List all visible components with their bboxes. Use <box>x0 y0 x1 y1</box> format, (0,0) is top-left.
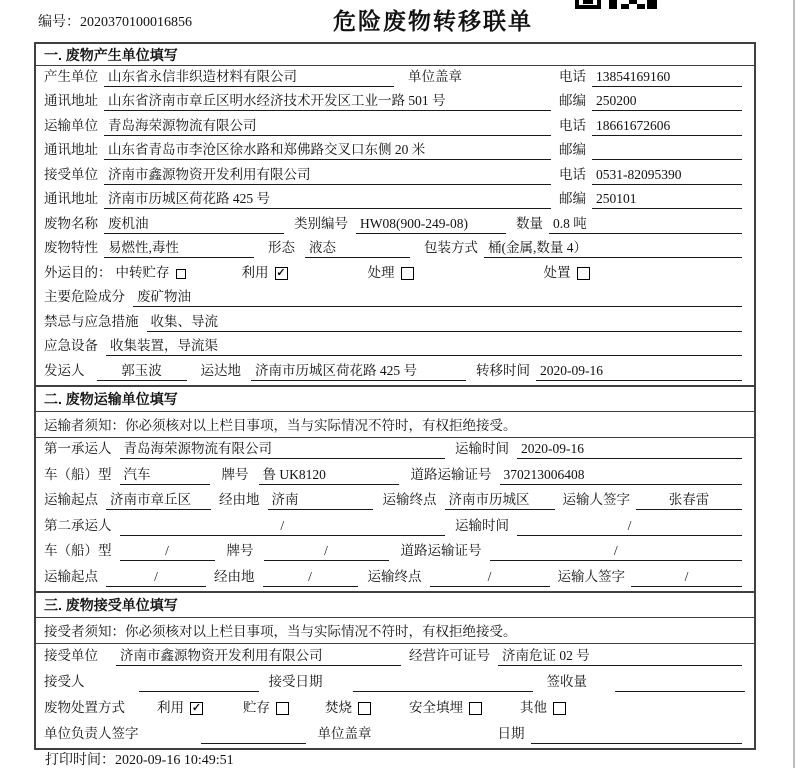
first-vehicle-type-field: 汽车 <box>120 463 210 485</box>
row-second-route <box>36 565 754 591</box>
second-vehicle-type-label: 车（船）型 <box>44 543 112 558</box>
receiver-zip-label: 邮编 <box>559 191 586 206</box>
first-permit-field: 370213006408 <box>500 467 743 485</box>
page-title: 危险废物转移联单 <box>333 8 533 34</box>
purpose-storage-label: 中转贮存 <box>115 264 170 280</box>
purpose-reuse-label: 利用 <box>241 264 269 280</box>
second-route-sign-label: 运输人签字 <box>557 568 625 584</box>
second-carrier-field: / <box>120 518 446 536</box>
row-taboo-measures <box>36 311 754 336</box>
transfer-time-field: 2020-09-16 <box>536 363 742 381</box>
row-dispatcher <box>36 360 754 385</box>
section3-header: 三. 废物接受单位填写 <box>36 591 754 618</box>
first-plate-field: 鲁 UK8120 <box>259 463 399 485</box>
sign-date-label: 日期 <box>497 725 525 741</box>
receiver-label: 接受单位 <box>44 166 98 182</box>
document-number-value: 2020370100016856 <box>80 15 192 30</box>
waste-qty-label: 数量 <box>516 215 543 231</box>
first-permit-label: 道路运输证号 <box>410 466 492 482</box>
first-route-via-label: 经由地 <box>219 492 260 507</box>
second-transport-time-field: / <box>517 518 742 536</box>
receipt-qty-field <box>615 690 745 692</box>
receipt-qty-label: 签收量 <box>546 673 587 689</box>
second-permit-field: / <box>490 543 743 561</box>
purpose-dispose-checkbox <box>577 267 590 280</box>
carrier-name-field: 青岛海荣源物流有限公司 <box>104 114 551 136</box>
producer-phone-field: 13854169160 <box>592 69 742 87</box>
transfer-purpose-label: 外运目的： <box>44 264 112 280</box>
hazard-component-field: 废矿物油 <box>133 285 742 307</box>
receiver-zip-field: 250101 <box>592 191 742 209</box>
first-route-end-label: 运输终点 <box>382 492 437 507</box>
second-plate-label: 牌号 <box>226 543 254 558</box>
second-route-via-field: / <box>263 569 358 587</box>
accept-person-label: 接受人 <box>44 673 85 689</box>
license-label: 经营许可证号 <box>409 647 490 663</box>
producer-address-label: 通讯地址 <box>44 93 98 108</box>
first-route-sign-label: 运输人签字 <box>562 492 630 507</box>
first-carrier-field: 青岛海荣源物流有限公司 <box>120 437 446 459</box>
producer-zip-field: 250200 <box>592 93 742 111</box>
carrier-zip-label: 邮编 <box>559 142 586 157</box>
carrier-phone-label: 电话 <box>559 117 586 133</box>
carrier-address-label: 通讯地址 <box>44 142 98 157</box>
disposal-other-checkbox <box>553 702 566 715</box>
disposal-burn-checkbox <box>358 702 371 715</box>
row-second-vehicle <box>36 540 754 566</box>
row-accept-unit <box>36 644 754 670</box>
section2 <box>36 385 754 591</box>
row-producer-address <box>36 91 754 116</box>
second-carrier-label: 第二承运人 <box>44 517 112 533</box>
producer-seal-label: 单位盖章 <box>408 68 462 84</box>
row-waste-character <box>36 238 754 263</box>
row-accept-person <box>36 670 754 696</box>
receiver-phone-field: 0531-82095390 <box>592 167 742 185</box>
row-disposal-method <box>36 696 754 722</box>
carrier-address-field: 山东省青岛市李沧区徐水路和郑佛路交叉口东侧 20 米 <box>104 138 551 160</box>
disposal-reuse-label: 利用 <box>157 699 184 715</box>
taboo-measures-label: 禁忌与应急措施 <box>44 313 139 329</box>
hazard-component-label: 主要危险成分 <box>44 289 125 304</box>
emergency-equipment-label: 应急设备 <box>44 338 98 353</box>
carrier-phone-field: 18661672606 <box>592 118 742 136</box>
emergency-equipment-field: 收集装置，导流渠 <box>106 334 742 356</box>
row-second-carrier <box>36 514 754 540</box>
accept-person-field <box>139 690 259 692</box>
row-producer <box>36 66 754 91</box>
first-vehicle-type-label: 车（船）型 <box>44 466 112 482</box>
waste-pack-field: 桶(金属,数量 4） <box>484 236 742 258</box>
accept-date-label: 接受日期 <box>268 673 323 689</box>
second-route-sign-field: / <box>631 569 742 587</box>
waste-form-label: 形态 <box>268 240 295 255</box>
row-transfer-purpose <box>36 262 754 287</box>
dispatcher-label: 发运人 <box>44 362 85 378</box>
disposal-storage-checkbox <box>276 702 289 715</box>
waste-character-field: 易燃性,毒性 <box>104 236 254 258</box>
disposal-burn-label: 焚烧 <box>325 699 352 715</box>
row-first-vehicle <box>36 463 754 489</box>
unit-seal-label: 单位盖章 <box>317 725 372 741</box>
producer-address-field: 山东省济南市章丘区明水经济技术开发区工业一路 501 号 <box>104 89 551 111</box>
receiver-notice: 接受者须知：你必须核对以上栏目事项，当与实际情况不符时，有权拒绝接受。 <box>36 618 754 644</box>
row-waste-name <box>36 213 754 238</box>
waste-pack-label: 包装方式 <box>424 240 478 255</box>
waste-character-label: 废物特性 <box>44 240 98 255</box>
license-field: 济南危证 02 号 <box>498 644 742 666</box>
disposal-other-label: 其他 <box>520 699 547 715</box>
receiver-address-field: 济南市历城区荷花路 425 号 <box>104 187 551 209</box>
accept-unit-label: 接受单位 <box>44 647 98 663</box>
dispatcher-name-field: 郭玉波 <box>97 359 187 381</box>
destination-label: 运达地 <box>200 362 241 378</box>
second-permit-label: 道路运输证号 <box>400 543 482 558</box>
accept-unit-field: 济南市鑫源物资开发利用有限公司 <box>116 644 401 666</box>
producer-zip-label: 邮编 <box>559 93 586 108</box>
receiver-phone-label: 电话 <box>559 166 586 182</box>
producer-label: 产生单位 <box>44 68 98 84</box>
second-vehicle-type-field: / <box>120 543 215 561</box>
destination-field: 济南市历城区荷花路 425 号 <box>251 359 466 381</box>
waste-code-label: 类别编号 <box>294 215 348 231</box>
first-carrier-label: 第一承运人 <box>44 441 112 456</box>
waste-form-field: 液态 <box>305 236 410 258</box>
taboo-measures-field: 收集、导流 <box>147 310 743 332</box>
row-first-carrier <box>36 438 754 464</box>
second-route-start-field: / <box>106 569 206 587</box>
producer-name-field: 山东省永信非织造材料有限公司 <box>104 65 394 87</box>
sign-date-field <box>531 742 743 744</box>
second-route-start-label: 运输起点 <box>44 568 98 584</box>
first-route-start-label: 运输起点 <box>44 492 98 507</box>
first-route-sign-field: 张春雷 <box>636 488 742 510</box>
section3 <box>36 591 754 748</box>
carrier-zip-field <box>592 158 742 160</box>
row-hazard-component <box>36 287 754 312</box>
row-receiver <box>36 164 754 189</box>
second-route-via-label: 经由地 <box>214 568 255 584</box>
first-route-start-field: 济南市章丘区 <box>106 488 211 510</box>
disposal-landfill-label: 安全填埋 <box>409 699 463 715</box>
carrier-label: 运输单位 <box>44 117 98 133</box>
row-responsible-sign <box>36 722 754 748</box>
purpose-treat-checkbox <box>401 267 414 280</box>
transfer-time-label: 转移时间 <box>476 362 530 378</box>
section2-header: 二. 废物运输单位填写 <box>36 385 754 412</box>
document-number-label: 编号： <box>38 15 80 30</box>
waste-name-label: 废物名称 <box>44 215 98 231</box>
waste-qty-field: 0.8 吨 <box>549 212 742 234</box>
row-receiver-address <box>36 189 754 214</box>
row-first-route <box>36 489 754 515</box>
section1-header: 一. 废物产生单位填写 <box>36 44 754 66</box>
disposal-reuse-checkbox-checked: ✓ <box>191 701 202 714</box>
disposal-landfill-checkbox <box>469 702 482 715</box>
producer-phone-label: 电话 <box>559 68 586 84</box>
responsible-sign-field <box>201 742 306 744</box>
second-plate-field: / <box>264 543 389 561</box>
purpose-storage-checkbox <box>176 269 186 279</box>
waste-name-field: 废机油 <box>104 212 284 234</box>
row-carrier <box>36 115 754 140</box>
first-route-end-field: 济南市历城区 <box>445 488 555 510</box>
receiver-address-label: 通讯地址 <box>44 191 98 206</box>
first-route-via-field: 济南 <box>268 488 373 510</box>
second-route-end-field: / <box>430 569 550 587</box>
second-route-end-label: 运输终点 <box>367 568 422 584</box>
purpose-dispose-label: 处置 <box>543 264 571 280</box>
purpose-reuse-checkbox-checked: ✓ <box>276 266 286 279</box>
first-transport-time-label: 运输时间 <box>455 441 509 456</box>
manifest-form <box>34 42 756 750</box>
receiver-name-field: 济南市鑫源物资开发利用有限公司 <box>104 163 551 185</box>
disposal-storage-label: 贮存 <box>243 699 270 715</box>
purpose-treat-label: 处理 <box>367 264 395 280</box>
second-transport-time-label: 运输时间 <box>455 517 509 533</box>
first-transport-time-field: 2020-09-16 <box>517 441 742 459</box>
accept-date-field <box>353 690 533 692</box>
row-carrier-address <box>36 140 754 165</box>
row-emergency-equipment <box>36 336 754 361</box>
responsible-sign-label: 单位负责人签字 <box>44 725 139 741</box>
disposal-method-label: 废物处置方式 <box>44 699 125 715</box>
page-edge <box>793 0 795 768</box>
print-time-label: 打印时间： <box>45 753 115 768</box>
waste-code-field: HW08(900-249-08) <box>356 216 506 234</box>
print-time-value: 2020-09-16 10:49:51 <box>115 753 234 768</box>
print-time <box>45 749 234 768</box>
first-plate-label: 牌号 <box>221 466 249 482</box>
carrier-notice: 运输者须知：你必须核对以上栏目事项，当与实际情况不符时，有权拒绝接受。 <box>36 412 754 438</box>
